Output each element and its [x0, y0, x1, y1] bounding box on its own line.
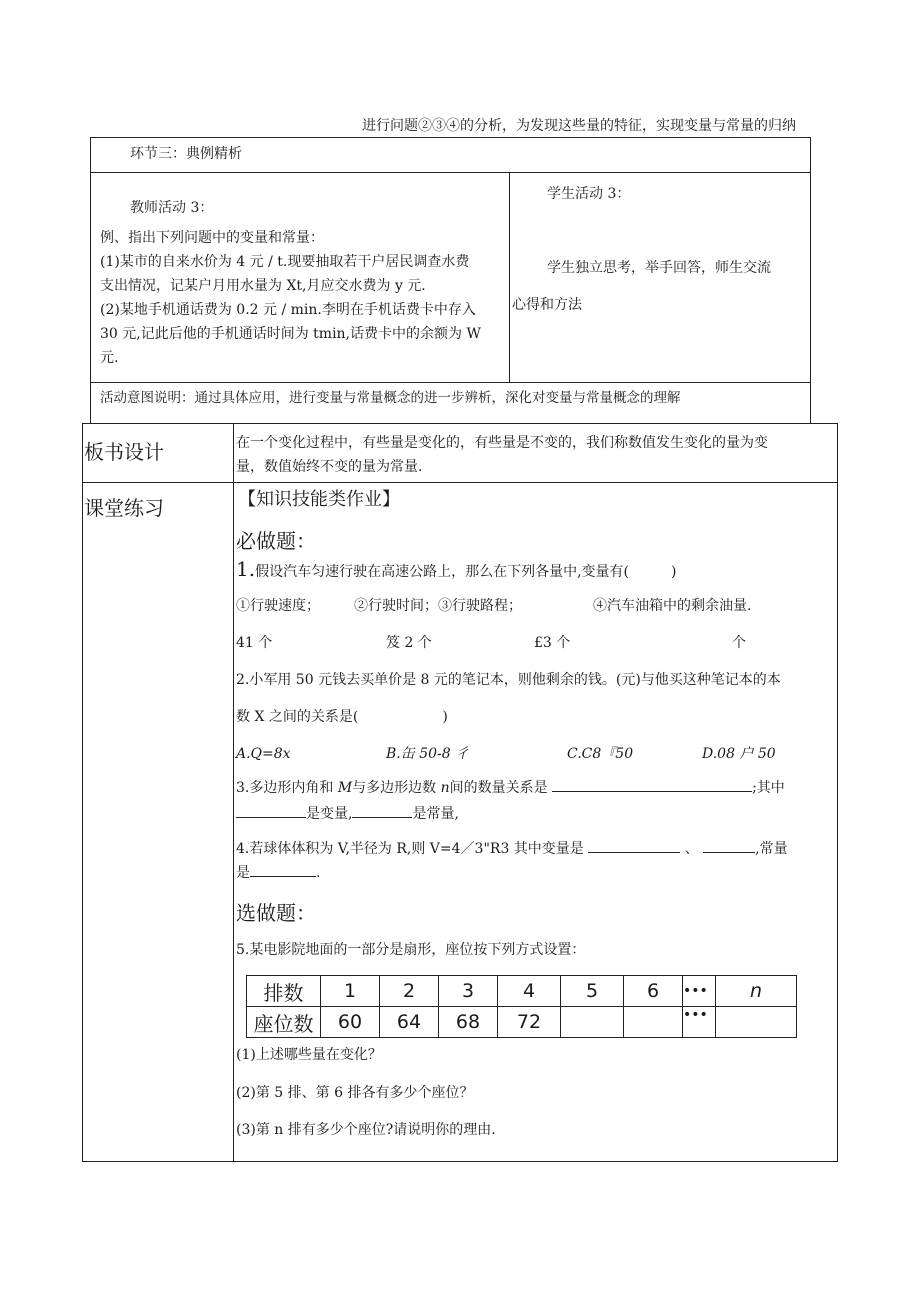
question-1-number: 1.: [236, 557, 256, 581]
q3-text: 是常量,: [412, 806, 459, 822]
q4-text: .: [316, 865, 321, 881]
table-bottom-border: [82, 1161, 838, 1162]
q3-text: 3.多边形内角和: [236, 780, 338, 796]
teacher-line: 30 元,记此后他的手机通话时间为 tmin,话费卡中的余额为 W: [100, 326, 481, 342]
seat-table-cell: n: [716, 976, 797, 1007]
question-3-line2: [236, 802, 459, 826]
seat-table-cell: 6: [624, 976, 683, 1007]
seat-table-seat-label: 座位数: [247, 1007, 321, 1038]
q5-sub: (2)第 5 排、第 6 排各有多少个座位？: [236, 1085, 474, 1101]
board-label: 板书设计: [84, 440, 164, 464]
question-4-line1: [236, 837, 788, 861]
teacher-line: 支出情况，记某户月用水量为 Xt,月应交水费为 y 元.: [100, 278, 426, 294]
q3-var-m: M: [337, 780, 353, 796]
student-heading: 学生活动 3：: [547, 186, 631, 202]
q3-blank-relation[interactable]: [552, 777, 752, 792]
seat-table: [246, 975, 797, 1038]
table-row-divider: [82, 482, 838, 483]
question-3-line1: [236, 776, 785, 800]
section3-intent-divider: [90, 382, 811, 383]
q1-option: £3 个: [534, 635, 571, 651]
q4-blank-constant[interactable]: [250, 862, 316, 877]
section3-top-border: [90, 137, 811, 138]
activity-intent: 活动意图说明：通过具体应用，进行变量与常量概念的进一步辨析，深化对变量与常量概念的理解: [100, 390, 681, 406]
seat-table-cell[interactable]: [716, 1007, 797, 1038]
section3-right-border: [810, 137, 811, 423]
q4-blank-variable-1[interactable]: [588, 838, 680, 853]
q1-option: 个: [732, 635, 746, 651]
table-top-border: [82, 423, 838, 424]
q1-option: 41 个: [236, 635, 273, 651]
q4-text: 、: [684, 841, 699, 857]
q3-blank-variable[interactable]: [236, 803, 306, 818]
q5-sub: (3)第 n 排有多少个座位?请说明你的理由.: [236, 1122, 496, 1138]
q3-text: 与多边形边数: [352, 780, 441, 796]
seat-table-cell: 64: [380, 1007, 439, 1038]
q4-text: ,常量: [755, 841, 788, 857]
q1-item: ④汽车油箱中的剩余油量.: [593, 598, 752, 614]
seat-table-cell: 5: [561, 976, 624, 1007]
required-heading: 必做题：: [236, 529, 316, 553]
section3-title-divider: [90, 172, 811, 173]
seat-table-row-label: 排数: [247, 976, 321, 1007]
section3-title: 环节三：典例精析: [130, 146, 242, 162]
q1-item: ②行驶时间；③行驶路程；: [354, 598, 522, 614]
seat-table-cell: 68: [439, 1007, 498, 1038]
seat-table-cell: 1: [321, 976, 380, 1007]
seat-table-row-seats: [247, 1007, 797, 1038]
seat-table-row-rows: [247, 976, 797, 1007]
q2-option-d: D.08 户 50: [702, 746, 776, 762]
teacher-line: (1)某市的自来水价为 4 元 / t.现要抽取若干户居民调查水费: [100, 254, 470, 270]
q2-option-b: B.缶 50-8 彳: [386, 746, 470, 762]
question-1: [236, 556, 676, 584]
student-line: 学生独立思考，举手回答，师生交流: [547, 260, 771, 276]
q5-sub: (1)上述哪些量在变化？: [236, 1047, 382, 1063]
q3-text: 是变量,: [306, 806, 353, 822]
table-label-divider: [233, 423, 234, 1162]
q4-text: 4.若球体体积为 V,半径为 R,则 V=4／3"R3 其中变量是: [236, 841, 584, 857]
section3-left-border: [90, 137, 91, 423]
seat-table-cell: •••: [683, 976, 716, 1007]
seat-table-cell[interactable]: [624, 1007, 683, 1038]
question-5-text: 5.某电影院地面的一部分是扇形，座位按下列方式设置：: [236, 942, 586, 958]
student-line: 心得和方法: [512, 297, 582, 313]
optional-heading: 选做题：: [236, 901, 316, 925]
q1-item: ①行驶速度；: [236, 598, 320, 614]
section3-column-divider: [509, 172, 510, 382]
q4-blank-variable-2[interactable]: [703, 838, 755, 853]
question-2-line: 2.小军用 50 元钱去买单价是 8 元的笔记本，则他剩余的钱。(元)与他买这种笔记本的本: [236, 672, 781, 688]
q2-option-c: C.C8『50: [567, 746, 634, 762]
q3-var-n: n: [440, 780, 450, 796]
practice-heading: 【知识技能类作业】: [238, 489, 400, 510]
seat-table-cell: 60: [321, 1007, 380, 1038]
board-line: 在一个变化过程中，有些量是变化的，有些量是不变的，我们称数值发生变化的量为变: [236, 435, 768, 451]
q3-text: ;其中: [752, 780, 785, 796]
q1-option: 笈 2 个: [386, 635, 432, 651]
table-left-border: [82, 423, 83, 1162]
q3-text: 间的数量关系是: [449, 780, 548, 796]
seat-table-cell: •••: [683, 1007, 716, 1038]
seat-table-cell: 2: [380, 976, 439, 1007]
table-right-border: [837, 423, 838, 1162]
board-line: 量，数值始终不变的量为常量.: [236, 459, 423, 475]
teacher-line: 例、指出下列问题中的变量和常量：: [100, 230, 324, 246]
seat-table-cell: 72: [498, 1007, 561, 1038]
practice-label: 课堂练习: [84, 496, 164, 520]
header-note: 进行问题②③④的分析，为发现这些量的特征，实现变量与常量的归纳: [362, 118, 796, 134]
teacher-line: (2)某地手机通话费为 0.2 元 / min.李明在手机话费卡中存入: [100, 302, 476, 318]
q4-text: 是: [236, 865, 250, 881]
teacher-heading: 教师活动 3：: [130, 200, 214, 216]
question-4-line2: [236, 861, 320, 885]
q3-blank-constant[interactable]: [352, 803, 412, 818]
seat-table-cell: 4: [498, 976, 561, 1007]
teacher-line: 元.: [100, 350, 119, 366]
question-2-line: 数 X 之间的关系是( ): [236, 709, 448, 725]
question-1-text: 假设汽车匀速行驶在高速公路上，那么在下列各量中,变量有( ): [255, 564, 677, 580]
q2-option-a: A.Q=8x: [236, 746, 291, 762]
seat-table-cell[interactable]: [561, 1007, 624, 1038]
seat-table-cell: 3: [439, 976, 498, 1007]
